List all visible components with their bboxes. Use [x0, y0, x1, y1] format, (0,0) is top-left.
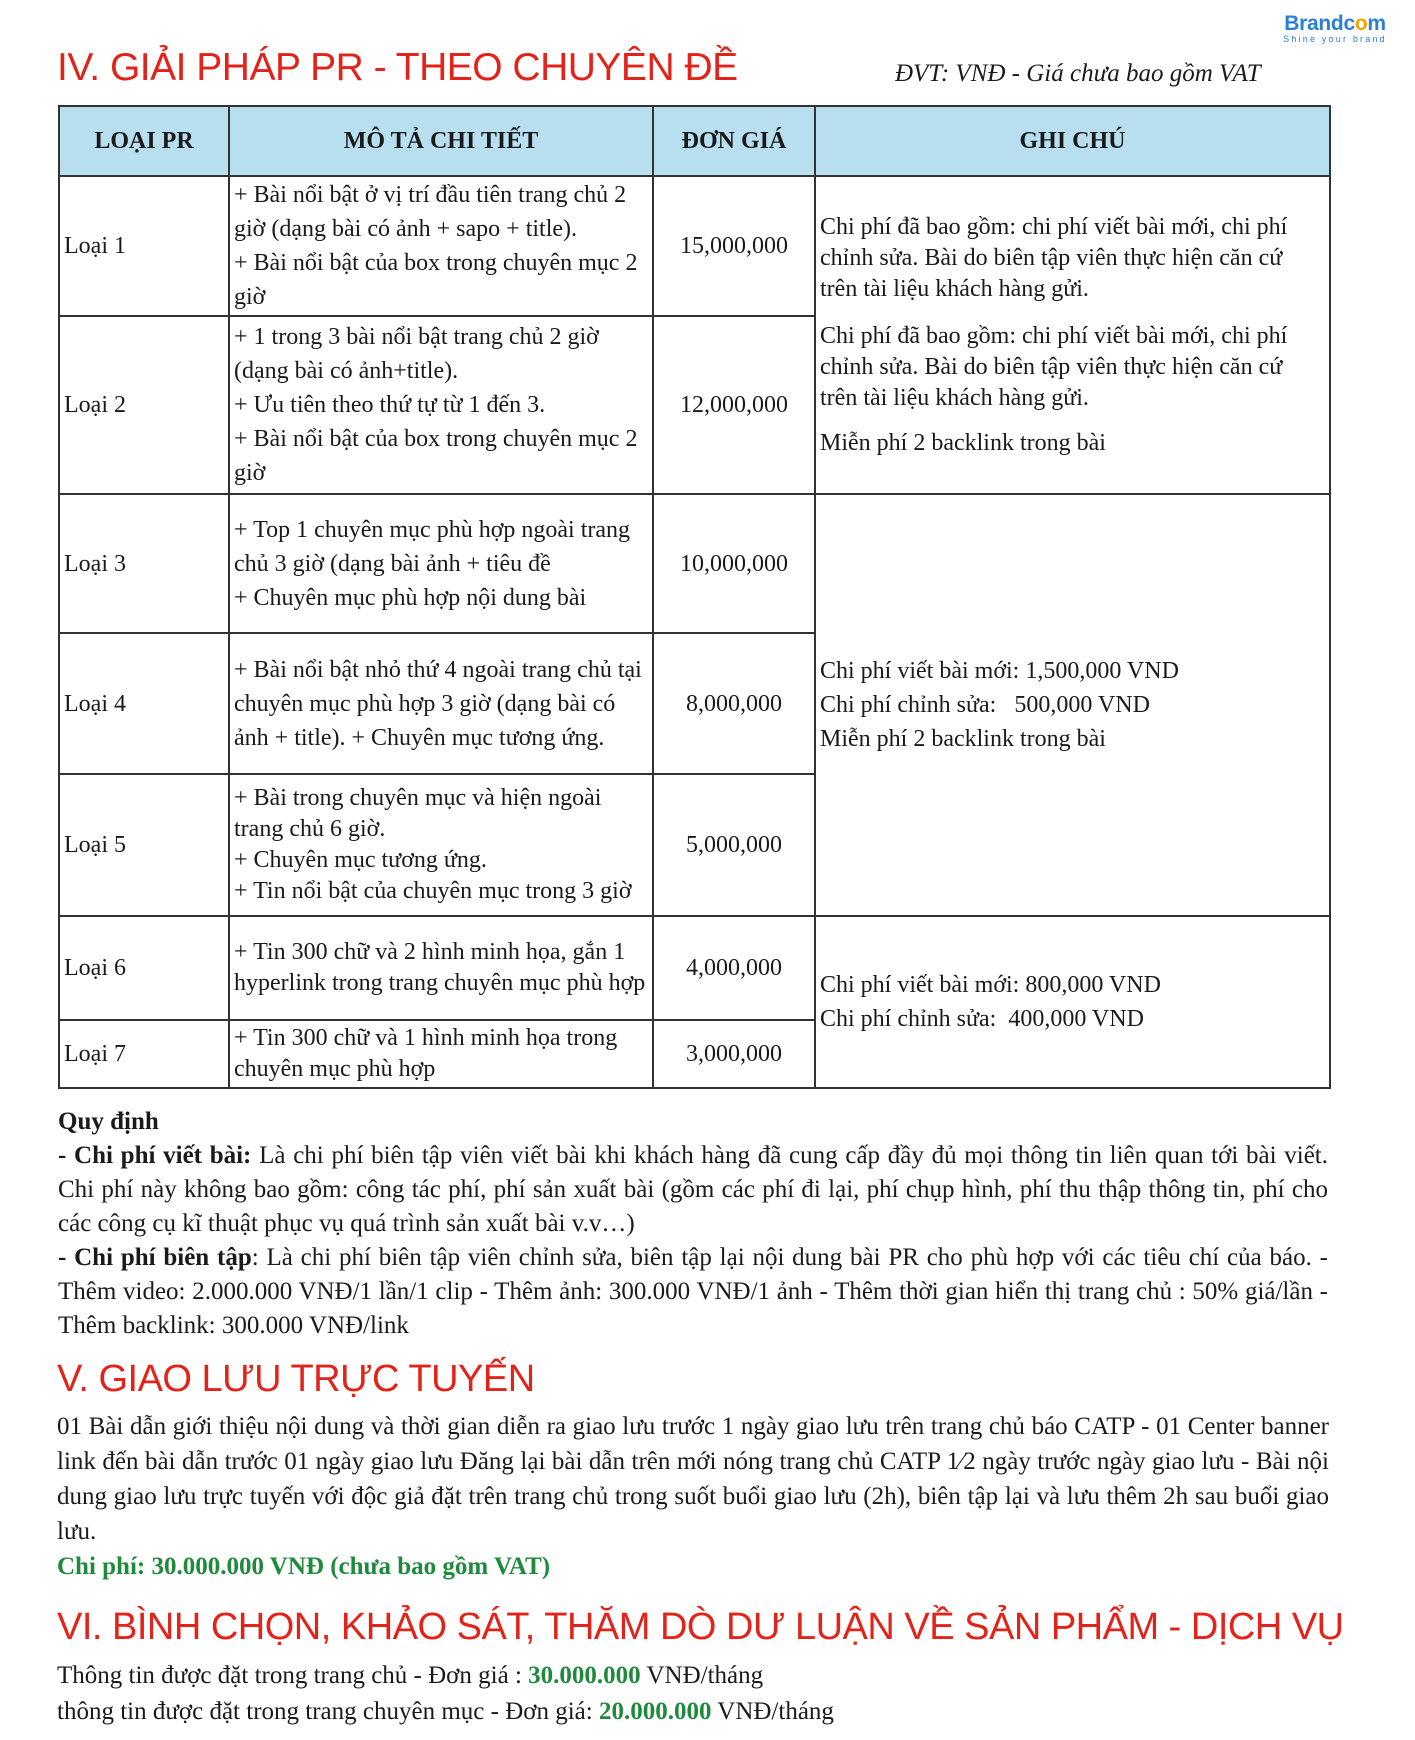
unit-note: ĐVT: VNĐ - Giá chưa bao gồm VAT: [895, 60, 1261, 87]
pr-description: + Bài nổi bật ở vị trí đầu tiên trang chủ 2 giờ (dạng bài có ảnh + sapo + title). + Bài nổi bật của box trong chuyên mục 2 giờ: [229, 176, 653, 316]
section5-description: 01 Bài dẫn giới thiệu nội dung và thời gian diễn ra giao lưu trước 1 ngày giao lưu trên trang chủ báo CATP - 01 Center banner link đến bài dẫn trước 01 ngày giao lưu Đăng lại bài dẫn trên mới nóng trang chủ CATP 1⁄2 ngày trước ngày giao lưu - Bài nội dung giao lưu trực tuyến với độc giả đặt trên trang chủ trong suốt buổi giao lưu (2h), biên tập lại và lưu thêm 2h sau buổi giao lưu.: [57, 1413, 1329, 1545]
section6-body: [57, 1658, 1329, 1730]
table-header-row: [59, 106, 1330, 176]
table-row: [59, 176, 1330, 316]
pr-type: Loại 5: [59, 774, 229, 916]
pr-description: + Tin 300 chữ và 1 hình minh họa trong chuyên mục phù hợp: [229, 1020, 653, 1088]
table-row: [59, 494, 1330, 633]
col-header-type: LOẠI PR: [59, 106, 229, 176]
pr-price: 12,000,000: [653, 316, 815, 494]
pr-type: Loại 4: [59, 633, 229, 774]
brand-tagline: Shine your brand: [1283, 34, 1387, 44]
brand-logo: [1270, 12, 1400, 44]
section5-body: [57, 1409, 1329, 1584]
col-header-description: MÔ TẢ CHI TIẾT: [229, 106, 653, 176]
rules-editing-cost: - Chi phí biên tập: Là chi phí biên tập viên chỉnh sửa, biên tập lại nội dung bài PR cho phù hợp với các tiêu chí của báo. - Thêm video: 2.000.000 VNĐ/1 lần/1 clip - Thêm ảnh: 300.000 VNĐ/1 ảnh - Thêm thời gian hiển thị trang chủ : 50% giá/lần - Thêm backlink: 300.000 VNĐ/link: [58, 1244, 1329, 1339]
col-header-price: ĐƠN GIÁ: [653, 106, 815, 176]
pr-price-table: [58, 105, 1331, 1089]
brand-logo-text: Brandcom: [1284, 12, 1386, 35]
pr-price: 5,000,000: [653, 774, 815, 916]
pr-description: + 1 trong 3 bài nổi bật trang chủ 2 giờ (dạng bài có ảnh+title). + Ưu tiên theo thứ tự từ 1 đến 3. + Bài nổi bật của box trong chuyên mục 2 giờ: [229, 316, 653, 494]
pr-type: Loại 7: [59, 1020, 229, 1088]
section6-title: VI. BÌNH CHỌN, KHẢO SÁT, THĂM DÒ DƯ LUẬN VỀ SẢN PHẨM - DỊCH VỤ: [57, 1606, 1344, 1648]
pr-price: 3,000,000: [653, 1020, 815, 1088]
section6-line-category: thông tin được đặt trong trang chuyên mục - Đơn giá: 20.000.000 VNĐ/tháng: [57, 1698, 834, 1725]
pr-note-group3: Chi phí viết bài mới: 800,000 VND Chi phí chỉnh sửa: 400,000 VND: [815, 916, 1330, 1088]
section5-title: V. GIAO LƯU TRỰC TUYẾN: [57, 1358, 535, 1400]
pr-note-group2: Chi phí viết bài mới: 1,500,000 VND Chi phí chỉnh sửa: 500,000 VND Miễn phí 2 backlink trong bài: [815, 494, 1330, 916]
rules-heading: Quy định: [58, 1108, 159, 1135]
pr-description: + Tin 300 chữ và 2 hình minh họa, gắn 1 hyperlink trong trang chuyên mục phù hợp: [229, 916, 653, 1020]
pr-price: 15,000,000: [653, 176, 815, 316]
section6-line-homepage: Thông tin được đặt trong trang chủ - Đơn giá : 30.000.000 VNĐ/tháng: [57, 1662, 764, 1689]
pr-type: Loại 2: [59, 316, 229, 494]
pr-description: + Bài trong chuyên mục và hiện ngoài trang chủ 6 giờ. + Chuyên mục tương ứng. + Tin nổi bật của chuyên mục trong 3 giờ: [229, 774, 653, 916]
pr-price: 8,000,000: [653, 633, 815, 774]
pr-note-group1: Chi phí đã bao gồm: chi phí viết bài mới, chi phí chỉnh sửa. Bài do biên tập viên thực hiện căn cứ trên tài liệu khách hàng gửi. Chi phí đã bao gồm: chi phí viết bài mới, chi phí chỉnh sửa. Bài do biên tập viên thực hiện căn cứ trên tài liệu khách hàng gửi. Miễn phí 2 backlink trong bài: [815, 176, 1330, 494]
pr-type: Loại 3: [59, 494, 229, 633]
section4-title: IV. GIẢI PHÁP PR - THEO CHUYÊN ĐỀ: [57, 46, 738, 89]
pr-type: Loại 1: [59, 176, 229, 316]
pr-type: Loại 6: [59, 916, 229, 1020]
table-row: [59, 916, 1330, 1020]
rules-section: [58, 1105, 1328, 1343]
pr-price: 10,000,000: [653, 494, 815, 633]
section5-cost: Chi phí: 30.000.000 VNĐ (chưa bao gồm VAT): [57, 1553, 551, 1580]
col-header-notes: GHI CHÚ: [815, 106, 1330, 176]
pr-description: + Top 1 chuyên mục phù hợp ngoài trang chủ 3 giờ (dạng bài ảnh + tiêu đề + Chuyên mục phù hợp nội dung bài: [229, 494, 653, 633]
pr-price: 4,000,000: [653, 916, 815, 1020]
rules-writing-cost: - Chi phí viết bài: Là chi phí biên tập viên viết bài khi khách hàng đã cung cấp đầy đủ mọi thông tin liên quan tới bài viết. Chi phí này không bao gồm: công tác phí, phí sản xuất bài (gồm các phí đi lại, phí chụp hình, phí thu thập thông tin, phí cho các công cụ kĩ thuật phục vụ quá trình sản xuất bài v.v…): [58, 1142, 1328, 1237]
pr-description: + Bài nổi bật nhỏ thứ 4 ngoài trang chủ tại chuyên mục phù hợp 3 giờ (dạng bài có ảnh + title). + Chuyên mục tương ứng.: [229, 633, 653, 774]
